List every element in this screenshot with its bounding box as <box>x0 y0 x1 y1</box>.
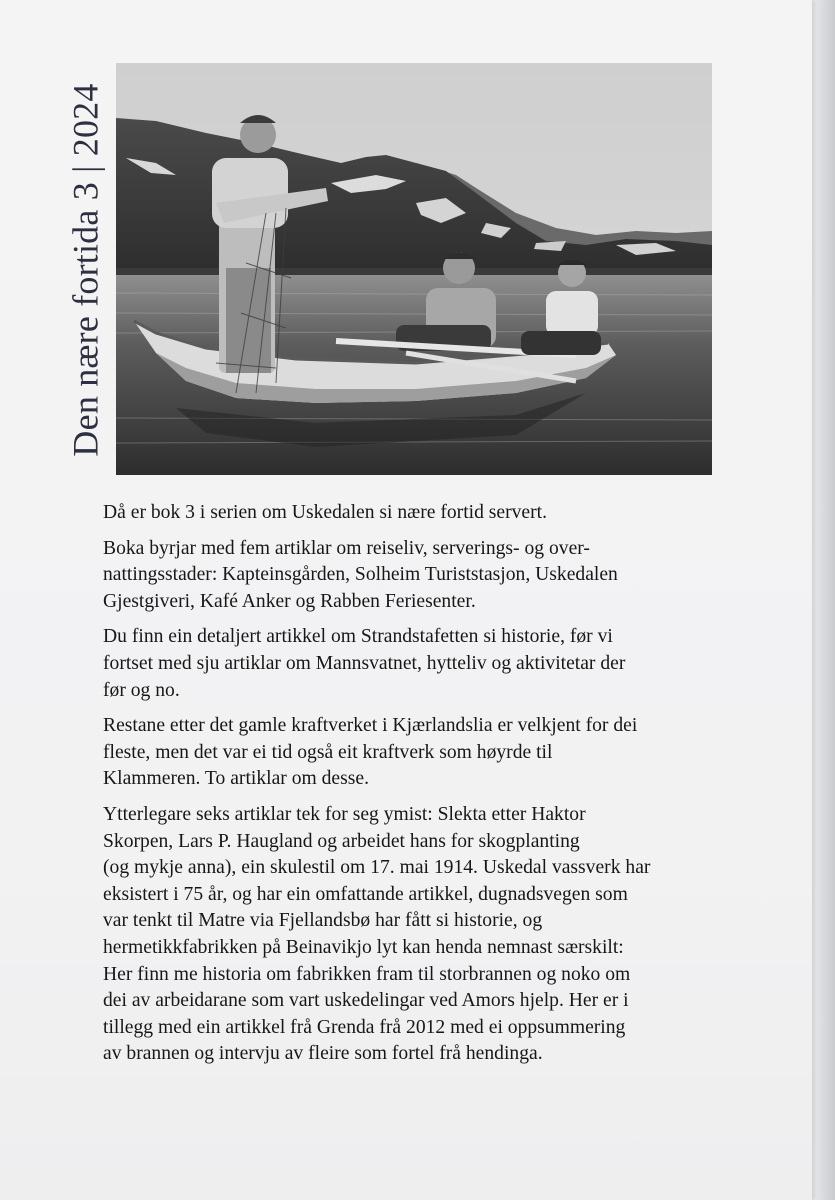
paragraph-1: Då er bok 3 i serien om Uskedalen si nære fortid servert. <box>103 502 547 523</box>
photo-icon <box>116 63 712 475</box>
book-page-edge <box>811 0 835 1200</box>
cover-photo <box>116 63 712 475</box>
paragraph-2: Boka byrjar med fem artiklar om reiseliv, serverings- og over- nattingsstader: Kapteinsgården, Solheim Turiststasjon, Uskedalen Gjestgiveri, Kafé Anker og Rabben Feriesenter. <box>103 537 618 612</box>
vertical-title <box>62 65 110 475</box>
description-text <box>103 500 743 1077</box>
paragraph-3: Du finn ein detaljert artikkel om Strandstafetten si historie, før vi fortset med sju artiklar om Mannsvatnet, hytteliv og aktivitetar der før og no. <box>103 626 626 701</box>
paragraph-4: Restane etter det gamle kraftverket i Kjærlandslia er velkjent for dei fleste, men det var ei tid også eit kraftverk som høyrde til Klammeren. To artiklar om desse. <box>103 715 638 790</box>
paragraph-5: Ytterlegare seks artiklar tek for seg ymist: Slekta etter Haktor Skorpen, Lars P. Haugland og arbeidet hans for skogplanting (og mykje anna), ein skulestil om 17. mai 1914. Uskedal vassverk har eksistert i 75 år, og har ein omfattande artikkel, dugnadsvegen som var tenkt til Matre via Fjellandsbø har fått si historie, og hermetikkfabrikken på Beinavikjo lyt kan henda nemnast særskilt: Her finn me historia om fabrikken fram til storbrannen og noko om dei av arbeidarane som vart uskedelingar ved Amors hjelp. Her er i tillegg med ein artikkel frå Grenda frå 2012 med ei oppsummering av brannen og intervju av fleire som fortel frå hendinga. <box>103 803 651 1065</box>
vertical-title-text: Den nære fortida 3 | 2024 <box>66 83 106 457</box>
